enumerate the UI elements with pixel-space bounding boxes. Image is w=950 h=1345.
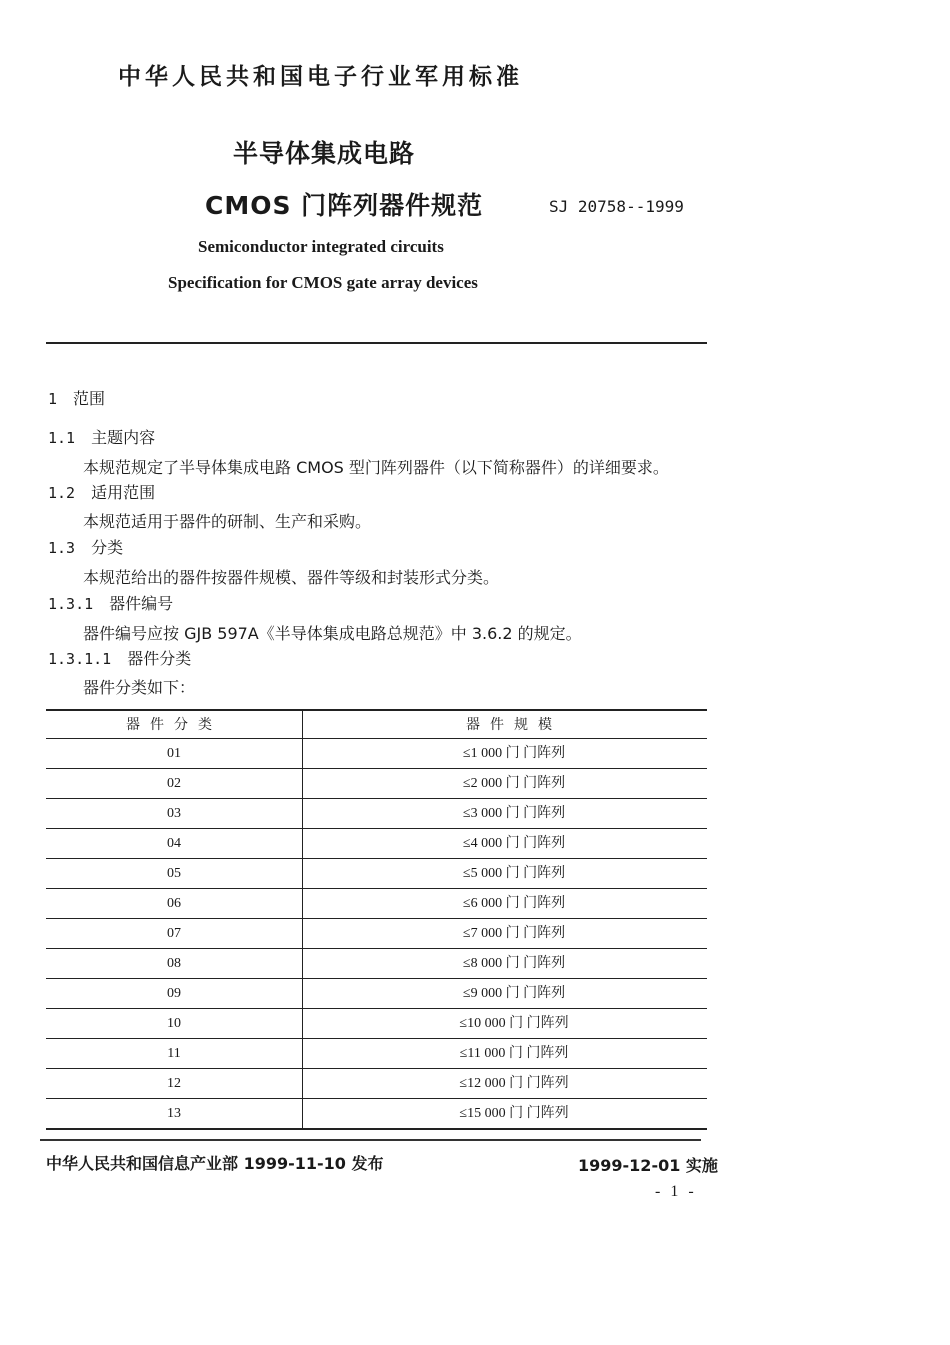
table-row (46, 1099, 707, 1130)
section-title: 器件编号 (109, 594, 174, 613)
section-title: 分类 (91, 538, 124, 557)
section-title: 主题内容 (91, 428, 156, 447)
cell-class: 08 (46, 949, 303, 978)
cell-scale: ≤7 000 门 门阵列 (462, 926, 566, 941)
section-1-2-text: 本规范适用于器件的研制、生产和采购。 (83, 512, 372, 531)
header-device-class: 器件分类 (46, 711, 303, 738)
section-1-1-text: 本规范规定了半导体集成电路 CMOS 型门阵列器件（以下简称器件）的详细要求。 (83, 458, 669, 477)
cell-scale: ≤6 000 门 门阵列 (462, 896, 566, 911)
cell-scale: ≤12 000 门 门阵列 (459, 1076, 569, 1091)
section-title: 器件分类 (127, 649, 192, 668)
section-1-3-1-1-heading (48, 646, 191, 669)
cell-scale: ≤10 000 门 门阵列 (459, 1016, 569, 1031)
cell-class: 13 (46, 1099, 303, 1128)
section-number: 1.2 (48, 484, 76, 502)
section-1-3-1-heading (48, 591, 173, 614)
standard-code: SJ 20758--1999 (549, 197, 684, 216)
section-1-3-text: 本规范给出的器件按器件规模、器件等级和封装形式分类。 (83, 568, 500, 587)
table-row (46, 859, 707, 889)
cell-class: 09 (46, 979, 303, 1008)
section-title: 适用范围 (91, 483, 156, 502)
table-row (46, 919, 707, 949)
table-row (46, 979, 707, 1009)
table-row (46, 1039, 707, 1069)
title-cn-line1: 半导体集成电路 (233, 139, 416, 168)
section-1-3-1-text: 器件编号应按 GJB 597A《半导体集成电路总规范》中 3.6.2 的规定。 (83, 624, 582, 643)
cell-scale: ≤11 000 门 门阵列 (459, 1046, 569, 1061)
device-classification-table (46, 709, 707, 1130)
table-row (46, 949, 707, 979)
table-row (46, 769, 707, 799)
section-number: 1.3.1.1 (48, 650, 112, 668)
cell-scale: ≤8 000 门 门阵列 (462, 956, 566, 971)
cell-class: 11 (46, 1039, 303, 1068)
cell-scale: ≤5 000 门 门阵列 (462, 866, 566, 881)
footer-divider (40, 1139, 701, 1141)
cell-class: 02 (46, 769, 303, 798)
section-1-2-heading (48, 480, 155, 503)
table-row (46, 1069, 707, 1099)
section-title: 范围 (73, 389, 106, 408)
cell-class: 10 (46, 1009, 303, 1038)
section-number: 1.3 (48, 539, 76, 557)
cell-class: 05 (46, 859, 303, 888)
section-1-heading (48, 386, 105, 409)
cell-class: 04 (46, 829, 303, 858)
title-en-line2: Specification for CMOS gate array devices (168, 273, 478, 292)
issue-statement: 中华人民共和国信息产业部 1999-11-10 发布 (46, 1154, 384, 1173)
title-en-line1: Semiconductor integrated circuits (198, 237, 444, 256)
table-row (46, 739, 707, 769)
cell-scale: ≤9 000 门 门阵列 (462, 986, 566, 1001)
header-divider (46, 342, 707, 344)
table-row (46, 799, 707, 829)
cell-class: 12 (46, 1069, 303, 1098)
cell-scale: ≤3 000 门 门阵列 (462, 806, 566, 821)
section-number: 1.3.1 (48, 595, 94, 613)
cell-scale: ≤1 000 门 门阵列 (462, 746, 566, 761)
section-1-3-heading (48, 535, 123, 558)
effective-date: 1999-12-01 实施 (578, 1156, 718, 1175)
page-number: - 1 - (655, 1183, 697, 1200)
section-number: 1 (48, 390, 58, 408)
cell-class: 07 (46, 919, 303, 948)
cell-class: 06 (46, 889, 303, 918)
cell-scale: ≤2 000 门 门阵列 (462, 776, 566, 791)
cell-class: 03 (46, 799, 303, 828)
table-row (46, 889, 707, 919)
cell-scale: ≤4 000 门 门阵列 (462, 836, 566, 851)
title-cn-line2: CMOS 门阵列器件规范 (205, 191, 484, 220)
header-device-scale: 器件规模 (466, 717, 562, 733)
section-1-1-heading (48, 425, 155, 448)
table-header-row (46, 709, 707, 739)
cell-class: 01 (46, 739, 303, 768)
section-number: 1.1 (48, 429, 76, 447)
standard-org-header: 中华人民共和国电子行业军用标准 (118, 64, 523, 90)
table-row (46, 1009, 707, 1039)
section-1-3-1-1-text: 器件分类如下： (83, 678, 196, 697)
table-row (46, 829, 707, 859)
cell-scale: ≤15 000 门 门阵列 (459, 1106, 569, 1121)
